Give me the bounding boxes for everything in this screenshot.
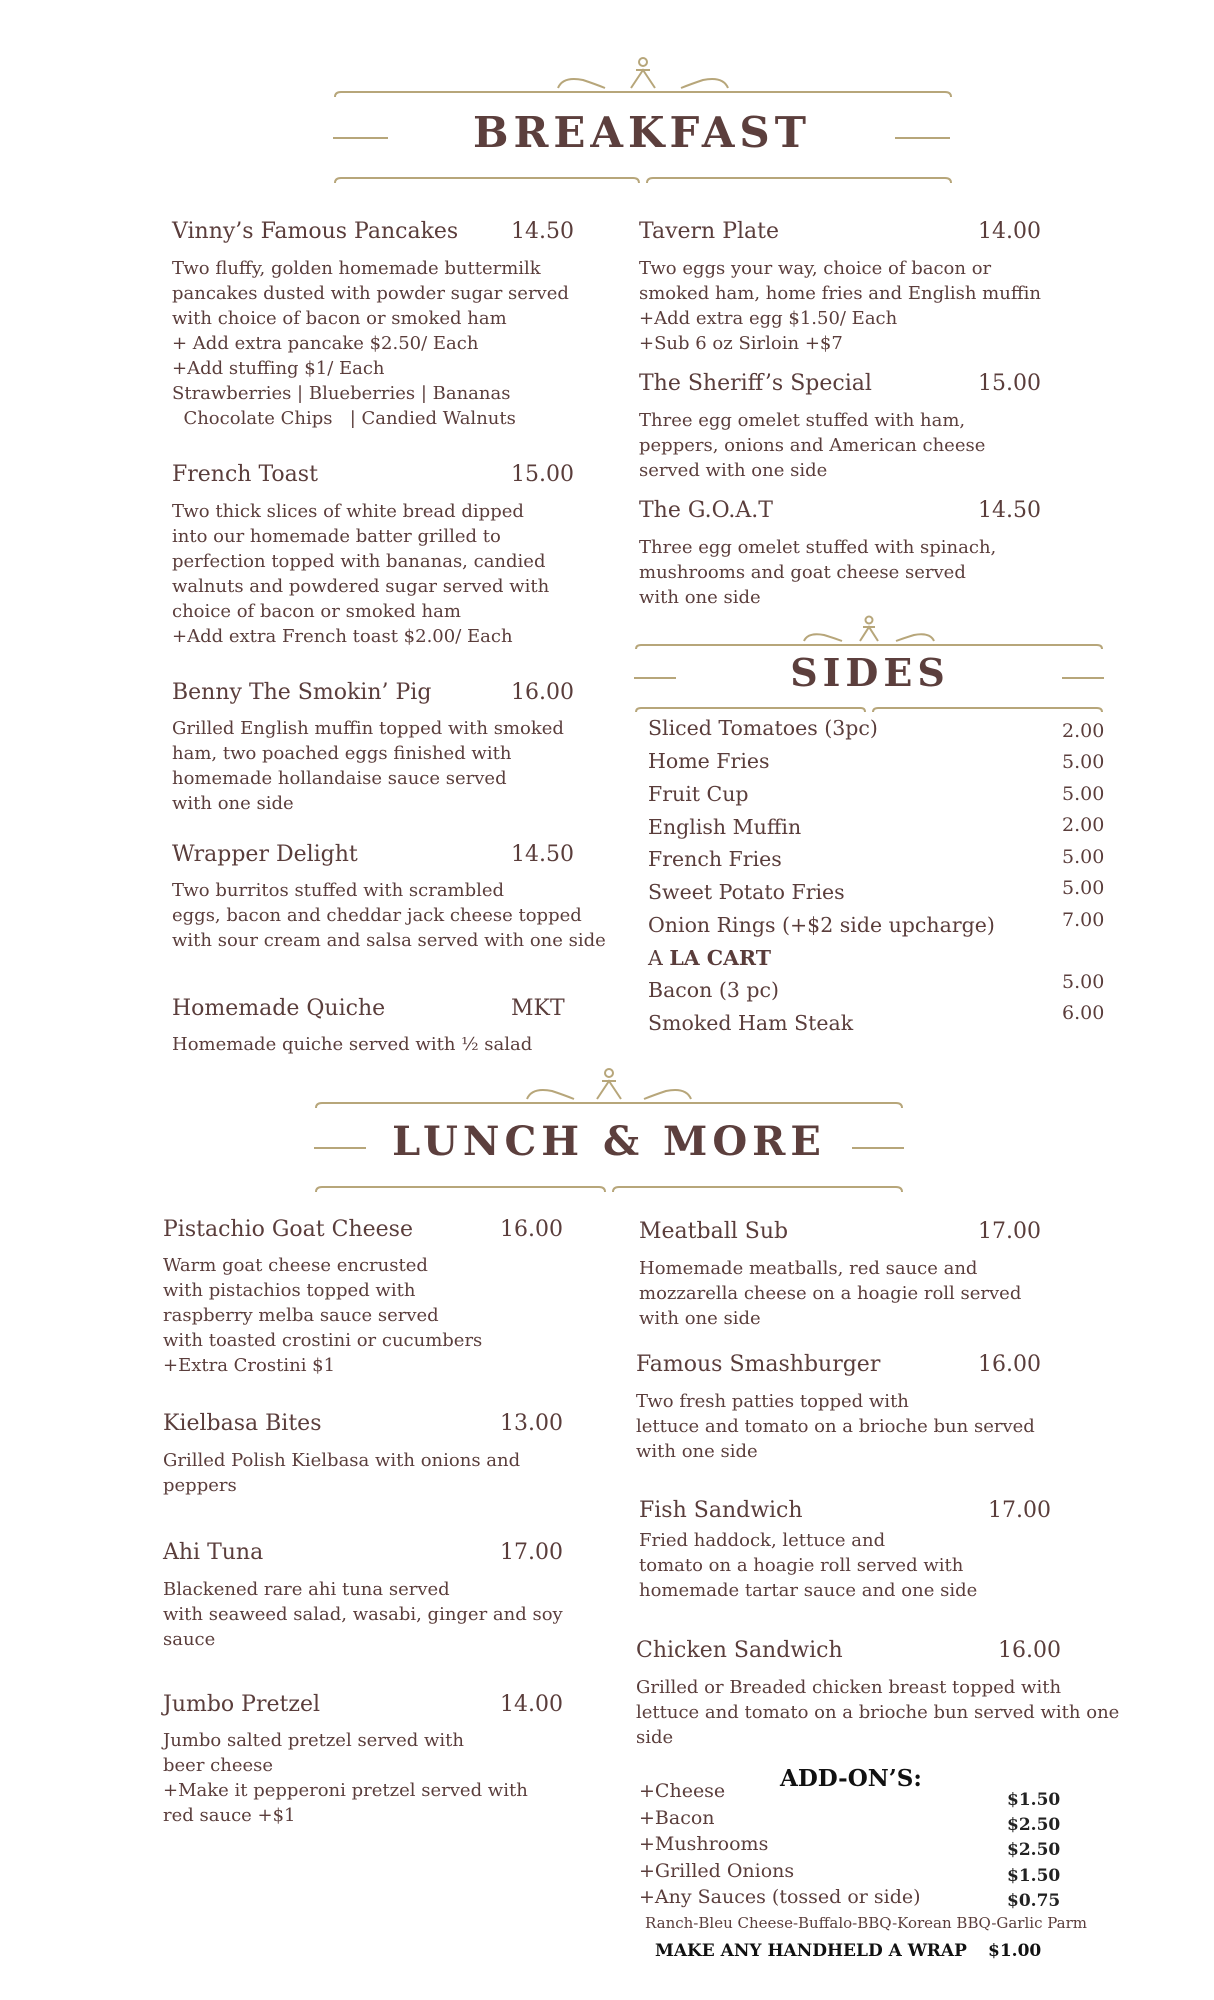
desc-line: Grilled Polish Kielbasa with onions and — [163, 1450, 521, 1471]
addon-name: +Any Sauces (tossed or side) — [639, 1886, 921, 1908]
desc-line: peppers, onions and American cheese — [639, 435, 986, 456]
desc-line: served with one side — [639, 460, 828, 481]
sides-right-rule — [1062, 677, 1104, 679]
desc-line: with one side — [639, 1308, 761, 1329]
desc-line: choice of bacon or smoked ham — [172, 601, 461, 622]
item-description — [636, 1389, 1035, 1464]
lunch-right-rule — [852, 1147, 904, 1149]
desc-line: with one side — [636, 1441, 758, 1462]
desc-line: +Extra Crostini $1 — [163, 1355, 336, 1376]
item-price: 14.50 — [511, 219, 574, 244]
desc-line: Two thick slices of white bread dipped — [172, 501, 524, 522]
desc-line: ham, two poached eggs finished with — [172, 743, 512, 764]
side-item-name: French Fries — [648, 847, 782, 871]
item-price: 14.00 — [500, 1692, 563, 1717]
side-item-name: Fruit Cup — [648, 782, 749, 806]
side-item-price: 5.00 — [1062, 751, 1105, 773]
item-description — [172, 878, 606, 953]
addon-price: $0.75 — [1007, 1891, 1061, 1911]
item-price: 14.50 — [511, 842, 574, 867]
desc-line: perfection topped with bananas, candied — [172, 551, 546, 572]
item-description — [163, 1728, 528, 1828]
addon-price: $2.50 — [1007, 1815, 1061, 1835]
side-item-name: Home Fries — [648, 749, 770, 773]
item-name: Meatball Sub — [639, 1219, 789, 1244]
item-price: MKT — [511, 996, 565, 1021]
side-item-name: English Muffin — [648, 815, 802, 839]
sides-left-rule — [634, 677, 676, 679]
item-name: Tavern Plate — [639, 219, 780, 244]
side-item-name: Bacon (3 pc) — [648, 978, 779, 1002]
item-name: Homemade Quiche — [172, 996, 386, 1021]
desc-line: Chocolate Chips | Candied Walnuts — [172, 408, 516, 429]
side-item-price: 7.00 — [1062, 909, 1105, 931]
side-item-price: 6.00 — [1062, 1002, 1105, 1024]
desc-line: Three egg omelet stuffed with spinach, — [639, 537, 997, 558]
item-description — [639, 535, 996, 610]
desc-line: lettuce and tomato on a brioche bun served with one — [636, 1702, 1120, 1723]
item-name: The G.O.A.T — [639, 498, 773, 523]
item-name: The Sheriff’s Special — [639, 371, 872, 396]
item-name: French Toast — [172, 462, 318, 487]
item-description — [639, 1528, 977, 1603]
desc-line: peppers — [163, 1475, 237, 1496]
breakfast-bottom-ornament — [333, 175, 953, 191]
wrap-option-price: $1.00 — [988, 1941, 1042, 1961]
desc-line: Two burritos stuffed with scrambled — [172, 880, 505, 901]
item-description — [172, 256, 569, 431]
desc-line: with one side — [639, 587, 761, 608]
item-price: 15.00 — [511, 462, 574, 487]
desc-line: tomato on a hoagie roll served with — [639, 1555, 964, 1576]
desc-line: side — [636, 1727, 674, 1748]
desc-line: with seaweed salad, wasabi, ginger and soy — [163, 1604, 563, 1625]
desc-line: pancakes dusted with powder sugar served — [172, 283, 569, 304]
item-description — [639, 408, 985, 483]
item-price: 16.00 — [511, 680, 574, 705]
desc-line: Jumbo salted pretzel served with — [163, 1730, 464, 1751]
desc-line: Homemade quiche served with ½ salad — [172, 1034, 533, 1055]
desc-line: +Add stuffing $1/ Each — [172, 358, 385, 379]
item-description — [639, 256, 1041, 356]
desc-line: Grilled or Breaded chicken breast topped with — [636, 1677, 1062, 1698]
breakfast-right-rule — [895, 137, 950, 139]
lunch-bottom-ornament — [314, 1184, 904, 1200]
desc-line: mozzarella cheese on a hoagie roll served — [639, 1283, 1022, 1304]
side-item-price: 2.00 — [1062, 720, 1105, 742]
desc-line: into our homemade batter grilled to — [172, 526, 501, 547]
addon-price: $1.50 — [1007, 1790, 1061, 1810]
item-price: 17.00 — [500, 1540, 563, 1565]
side-item-price: 5.00 — [1062, 783, 1105, 805]
desc-line: Grilled English muffin topped with smoked — [172, 718, 564, 739]
desc-line: Strawberries | Blueberries | Bananas — [172, 383, 511, 404]
side-item-price: 2.00 — [1062, 814, 1105, 836]
addon-price: $1.50 — [1007, 1866, 1061, 1886]
addons-heading: ADD-ON’S: — [780, 1765, 922, 1792]
desc-line: with pistachios topped with — [163, 1280, 416, 1301]
item-price: 16.00 — [998, 1638, 1061, 1663]
item-name: Vinny’s Famous Pancakes — [172, 219, 459, 244]
item-description — [172, 1032, 532, 1057]
desc-line: +Add extra French toast $2.00/ Each — [172, 626, 513, 647]
desc-line: Two eggs your way, choice of bacon or — [639, 258, 992, 279]
item-description — [636, 1675, 1119, 1750]
a-la-cart-prefix: A — [648, 946, 663, 970]
addon-name: +Mushrooms — [639, 1833, 769, 1855]
sides-top-ornament — [634, 612, 1104, 652]
item-name: Kielbasa Bites — [163, 1411, 322, 1436]
desc-line: beer cheese — [163, 1755, 274, 1776]
desc-line: +Add extra egg $1.50/ Each — [639, 308, 898, 329]
side-item-name: Smoked Ham Steak — [648, 1011, 854, 1035]
addon-price: $2.50 — [1007, 1840, 1061, 1860]
desc-line: red sauce +$1 — [163, 1805, 296, 1826]
lunch-heading: LUNCH & MORE — [392, 1118, 826, 1165]
desc-line: Homemade meatballs, red sauce and — [639, 1258, 978, 1279]
desc-line: Two fluffy, golden homemade buttermilk — [172, 258, 541, 279]
desc-line: + Add extra pancake $2.50/ Each — [172, 333, 479, 354]
desc-line: eggs, bacon and cheddar jack cheese topped — [172, 905, 582, 926]
side-item-price: 5.00 — [1062, 846, 1105, 868]
item-name: Pistachio Goat Cheese — [163, 1217, 413, 1242]
item-price: 16.00 — [978, 1352, 1041, 1377]
desc-line: smoked ham, home fries and English muffin — [639, 283, 1041, 304]
breakfast-left-rule — [333, 137, 388, 139]
item-name: Chicken Sandwich — [636, 1638, 843, 1663]
item-price: 16.00 — [500, 1217, 563, 1242]
addon-name: +Cheese — [639, 1780, 726, 1802]
item-name: Wrapper Delight — [172, 842, 358, 867]
side-item-price: 5.00 — [1062, 971, 1105, 993]
item-description — [172, 716, 564, 816]
side-item-name: Onion Rings (+$2 side upcharge) — [648, 913, 995, 937]
desc-line: Three egg omelet stuffed with ham, — [639, 410, 966, 431]
item-price: 15.00 — [978, 371, 1041, 396]
breakfast-top-ornament — [333, 52, 953, 102]
item-name: Famous Smashburger — [636, 1352, 881, 1377]
desc-line: with one side — [172, 793, 294, 814]
desc-line: with sour cream and salsa served with one side — [172, 930, 606, 951]
item-name: Fish Sandwich — [639, 1498, 803, 1523]
desc-line: sauce — [163, 1629, 216, 1650]
item-name: Jumbo Pretzel — [163, 1692, 320, 1717]
wrap-option-label: MAKE ANY HANDHELD A WRAP — [655, 1941, 967, 1961]
item-price: 17.00 — [988, 1498, 1051, 1523]
desc-line: +Sub 6 oz Sirloin +$7 — [639, 333, 843, 354]
side-item-price: 5.00 — [1062, 877, 1105, 899]
item-price: 14.00 — [978, 219, 1041, 244]
sides-heading: SIDES — [790, 650, 950, 695]
side-item-name: Sweet Potato Fries — [648, 880, 845, 904]
a-la-cart-bold: LA CART — [669, 946, 771, 970]
a-la-cart-title — [648, 946, 771, 970]
lunch-left-rule — [314, 1147, 366, 1149]
item-name: Ahi Tuna — [163, 1540, 264, 1565]
item-name: Benny The Smokin’ Pig — [172, 680, 432, 705]
desc-line: Blackened rare ahi tuna served — [163, 1579, 450, 1600]
desc-line: with toasted crostini or cucumbers — [163, 1330, 483, 1351]
item-description — [639, 1256, 1021, 1331]
item-description — [163, 1577, 563, 1652]
desc-line: +Make it pepperoni pretzel served with — [163, 1780, 528, 1801]
item-description — [163, 1448, 520, 1498]
item-price: 14.50 — [978, 498, 1041, 523]
desc-line: mushrooms and goat cheese served — [639, 562, 966, 583]
addon-name: +Bacon — [639, 1807, 715, 1829]
item-description — [172, 499, 549, 649]
desc-line: Two fresh patties topped with — [636, 1391, 909, 1412]
desc-line: with choice of bacon or smoked ham — [172, 308, 507, 329]
item-price: 17.00 — [978, 1219, 1041, 1244]
side-item-name: Sliced Tomatoes (3pc) — [648, 716, 878, 740]
desc-line: Fried haddock, lettuce and — [639, 1530, 886, 1551]
breakfast-heading: BREAKFAST — [472, 108, 812, 157]
item-description — [163, 1253, 482, 1378]
desc-line: lettuce and tomato on a brioche bun served — [636, 1416, 1035, 1437]
desc-line: homemade hollandaise sauce served — [172, 768, 507, 789]
desc-line: raspberry melba sauce served — [163, 1305, 439, 1326]
lunch-top-ornament — [314, 1064, 904, 1114]
addon-name: +Grilled Onions — [639, 1860, 795, 1882]
desc-line: walnuts and powdered sugar served with — [172, 576, 550, 597]
desc-line: Warm goat cheese encrusted — [163, 1255, 428, 1276]
item-price: 13.00 — [500, 1411, 563, 1436]
desc-line: homemade tartar sauce and one side — [639, 1580, 978, 1601]
sauce-options: Ranch-Bleu Cheese-Buffalo-BBQ-Korean BBQ-Garlic Parm — [645, 1914, 1088, 1932]
